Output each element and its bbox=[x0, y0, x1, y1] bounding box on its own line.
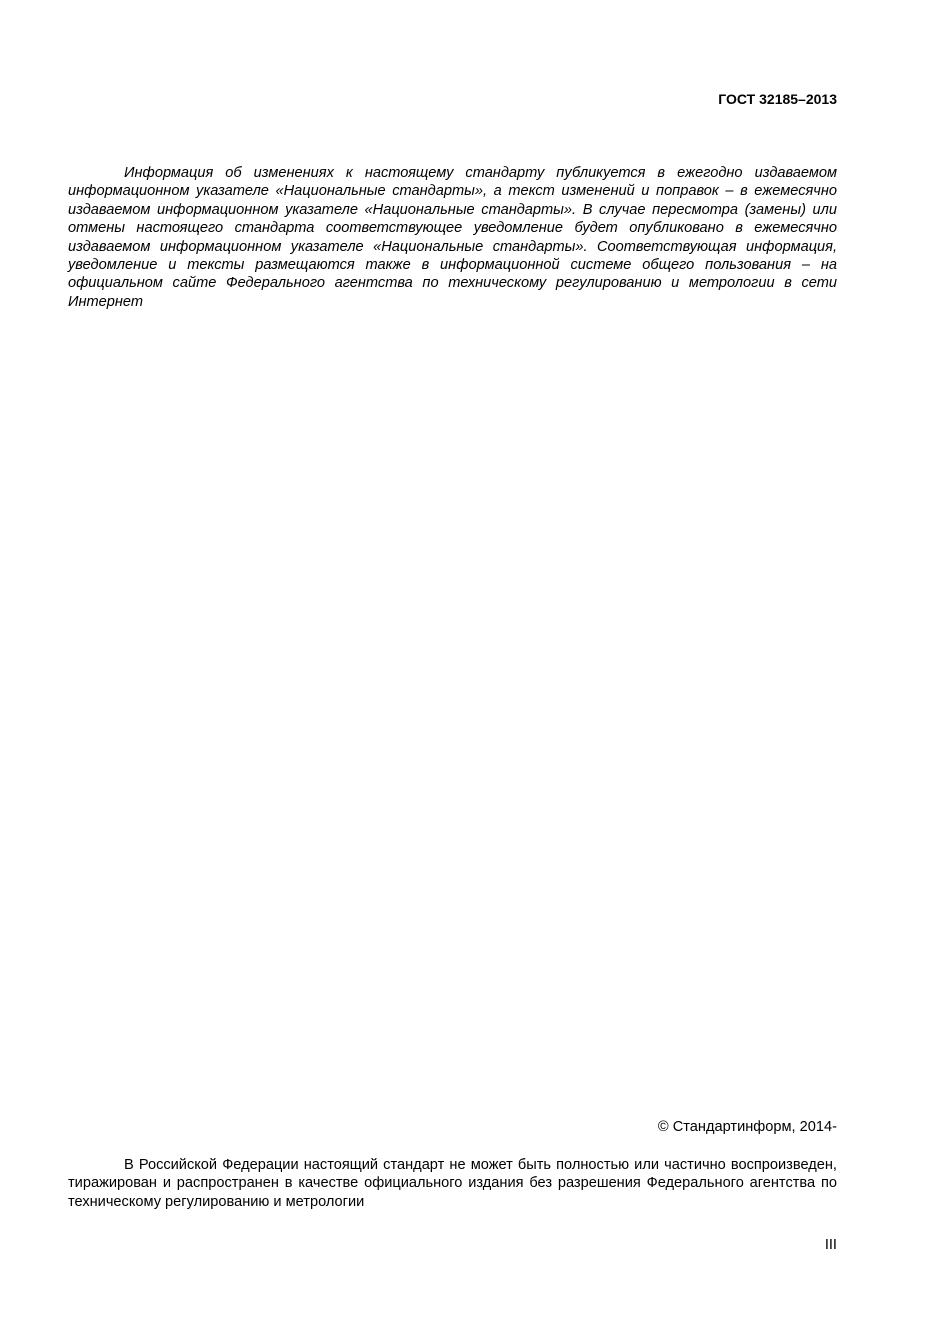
copyright-notice: © Стандартинформ, 2014- bbox=[657, 1119, 837, 1135]
page-number: III bbox=[824, 1237, 837, 1253]
reproduction-restriction-paragraph: В Российской Федерации настоящий стандарт не может быть полностью или частично воспроизведен, тиражирован и распространен в качестве официального издания без разрешения Федерального агентства по техническому регулированию и метрологии bbox=[68, 1157, 837, 1210]
document-code: ГОСТ 32185–2013 bbox=[718, 91, 837, 107]
amendments-info-paragraph: Информация об изменениях к настоящему стандарту публикуется в ежегодно издаваемом информационном указателе «Национальные стандарты», а текст изменений и поправок – в ежемесячно издаваемом информационном указателе «Национальные стандарты». В случае пересмотра (замены) или отмены настоящего стандарта соответствующее уведомление будет опубликовано в ежемесячно издаваемом информационном указателе «Национальные стандарты». Соответствующая информация, уведомление и тексты размещаются также в информационной системе общего пользования – на официальном сайте Федерального агентства по техническому регулированию и метрологии в сети Интернет bbox=[68, 165, 837, 310]
